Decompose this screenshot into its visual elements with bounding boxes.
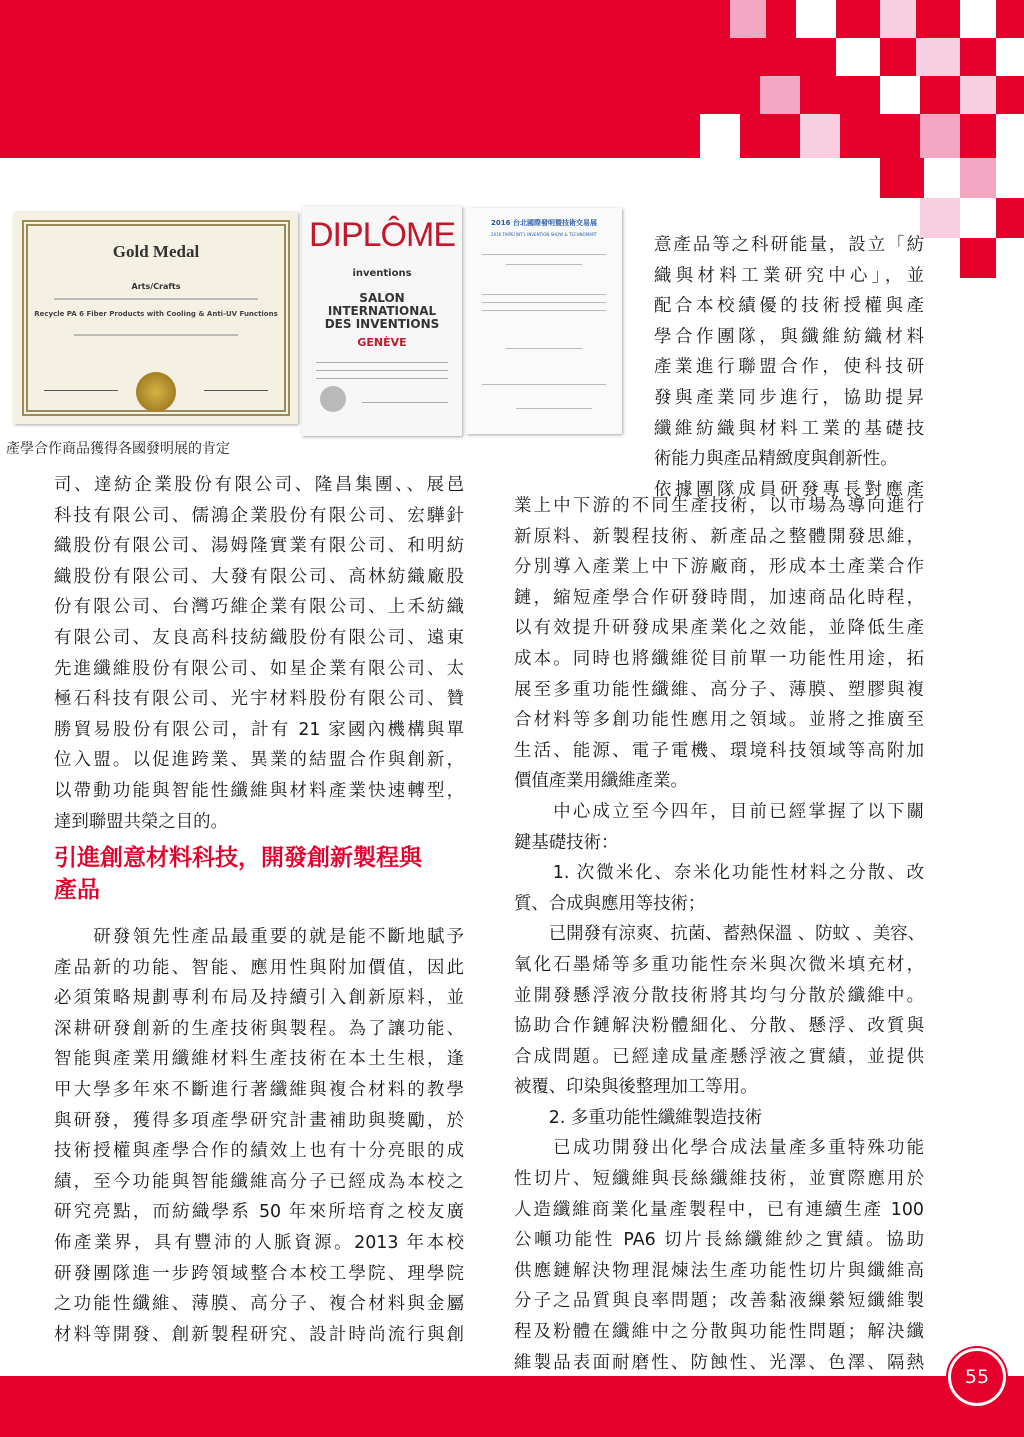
text-line: 份有限公司、台灣巧維企業有限公司、上禾紡織 [54, 597, 464, 618]
header-band [0, 0, 1024, 158]
text-line: 織與材料工業研究中心」，並 [654, 265, 924, 286]
text-line: 與研發，獲得多項產學研究計畫補助與獎勵，於 [54, 1110, 464, 1131]
text-line: 極石科技有限公司、光宇材料股份有限公司、贊 [54, 689, 464, 710]
text-line: 發與產業同步進行，協助提昇 [654, 387, 924, 408]
left-column-para2 [54, 922, 464, 1350]
diploma-salon: SALON INTERNATIONAL DES INVENTIONS [324, 291, 440, 331]
text-line: 織股份有限公司、大發有限公司、高林紡織廠股 [54, 566, 464, 587]
text-line: 必須策略規劃專利布局及持續引入創新原料，並 [54, 988, 464, 1009]
section-heading: 引進創意材料科技，開發創新製程與 產品 [54, 845, 422, 903]
page-number: 55 [948, 1348, 1006, 1406]
text-line: 達到聯盟共榮之目的。 [54, 811, 228, 832]
right-column-top [654, 230, 924, 505]
diploma-city: GENÈVE [357, 336, 407, 349]
text-line: 已開發有涼爽、抗菌、蓄熱保溫 、防蚊 、美容、 [514, 924, 926, 945]
gold-medal-certificate [14, 212, 298, 424]
text-line: 價值產業用纖維產業。 [514, 771, 688, 792]
text-line: 勝貿易股份有限公司，計有 21 家國內機構與單 [54, 719, 464, 740]
footer-band [0, 1376, 1024, 1437]
cert3-subtitle: 2016 TAIPEI INT'L INVENTION SHOW & TECHNOMART [491, 232, 597, 237]
text-line: 性切片、短纖維與長絲纖維技術，並實際應用於 [514, 1169, 924, 1190]
text-line: 氧化石墨烯等多重功能性奈米與次微米填充材， [514, 954, 924, 975]
text-line: 技術授權與產學合作的績效上也有十分亮眼的成 [54, 1141, 464, 1162]
text-line: 成本。同時也將纖維從目前單一功能性用途，拓 [514, 648, 924, 669]
text-line: 深耕研發創新的生產技術與製程。為了讓功能、 [54, 1018, 464, 1039]
text-line: 已成功開發出化學合成法量產多重特殊功能 [514, 1138, 924, 1159]
text-line: 1. 次微米化、奈米化功能性材料之分散、改 [514, 863, 924, 884]
text-line: 新原料、新製程技術、新產品之整體開發思維， [514, 526, 924, 547]
text-line: 維製品表面耐磨性、防蝕性、光澤、色澤、隔熱 [514, 1352, 924, 1373]
text-line: 2. 多重功能性纖維製造技術 [514, 1107, 763, 1128]
left-column [54, 470, 464, 837]
figure-caption: 產學合作商品獲得各國發明展的肯定 [6, 441, 230, 457]
text-line: 意產品等之科研能量，設立「紡 [654, 235, 924, 255]
cert-title: Gold Medal [112, 242, 200, 261]
text-line: 質、合成與應用等技術； [514, 893, 706, 914]
text-line: 研發團隊進一步跨領域整合本校工學院、理學院 [54, 1263, 464, 1284]
text-line: 織股份有限公司、湯姆隆實業有限公司、和明紡 [54, 536, 464, 557]
diploma-brand: inventions [352, 268, 412, 279]
text-line: 程及粉體在纖維中之分散與功能性問題；解決纖 [514, 1322, 924, 1343]
text-line: 協助合作鏈解決粉體細化、分散、懸浮、改質與 [514, 1016, 924, 1037]
gold-seal-icon [136, 372, 176, 412]
diploma-title: DIPLÔME [308, 216, 456, 254]
text-line: 研究亮點，而紡織學系 50 年來所培育之校友廣 [54, 1202, 464, 1223]
text-line: 學合作團隊，與纖維紡織材料 [654, 326, 924, 347]
text-line: 合材料等多創功能性應用之領域。並將之推廣至 [514, 710, 924, 731]
cert-subtitle: Recycle PA 6 Fiber Products with Cooling & Anti-UV Functions [34, 310, 278, 318]
text-line: 分別導入產業上中下游廠商，形成本土產業合作 [514, 557, 924, 578]
right-column [514, 491, 924, 1378]
text-line: 供應鏈解決物理混煉法生產功能性切片與纖維高 [514, 1260, 924, 1281]
text-line: 鍵基礎技術： [514, 832, 619, 853]
text-line: 司、達紡企業股份有限公司、隆昌集團、、展邑 [54, 475, 464, 495]
text-line: 鏈，縮短產學合作研發時間，加速商品化時程， [514, 587, 924, 608]
text-line: 智能與產業用纖維材料生產技術在本土生根，逢 [54, 1049, 464, 1070]
text-line: 位入盟。以促進跨業、異業的結盟合作與創新， [54, 750, 464, 771]
text-line: 以帶動功能與智能性纖維與材料產業快速轉型， [54, 780, 464, 801]
medal-icon [320, 386, 346, 412]
text-line: 業上中下游的不同生產技術，以市場為導向進行 [514, 496, 924, 516]
text-line: 人造纖維商業化量產製程中，已有連續生產 100 [514, 1199, 924, 1220]
text-line: 科技有限公司、儒鴻企業股份有限公司、宏驊針 [54, 505, 464, 526]
text-line: 術能力與產品精緻度與創新性。 [654, 449, 898, 470]
text-line: 有限公司、友良高科技紡織股份有限公司、遠東 [54, 627, 464, 648]
text-line: 研發領先性產品最重要的就是能不斷地賦予 [54, 927, 464, 947]
text-line: 先進纖維股份有限公司、如星企業有限公司、太 [54, 658, 464, 679]
text-line: 材料等開發、創新製程研究、設計時尚流行與創 [54, 1324, 464, 1345]
text-line: 纖維紡織與材料工業的基礎技 [654, 418, 924, 439]
text-line: 產業進行聯盟合作，使科技研 [654, 357, 924, 378]
taipei-invention-certificate [466, 208, 622, 434]
text-line: 中心成立至今四年，目前已經掌握了以下關 [514, 801, 924, 822]
text-line: 甲大學多年來不斷進行著纖維與複合材料的教學 [54, 1079, 464, 1100]
cert-label: Arts/Crafts [131, 282, 181, 291]
cert3-title: 2016 台北國際發明暨技術交易展 [491, 219, 597, 227]
text-line: 分子之品質與良率問題；改善黏液繅縈短纖維製 [514, 1291, 924, 1312]
text-line: 之功能性纖維、薄膜、高分子、複合材料與金屬 [54, 1294, 464, 1315]
text-line: 以有效提升研發成果產業化之效能，並降低生產 [514, 618, 924, 639]
text-line: 合成問題。已經達成量產懸浮液之實績，並提供 [514, 1046, 924, 1067]
text-line: 佈產業界，具有豐沛的人脈資源。2013 年本校 [54, 1232, 464, 1253]
geneva-diploma [302, 206, 462, 436]
text-line: 產品新的功能、智能、應用性與附加價值，因此 [54, 957, 464, 978]
text-line: 配合本校績優的技術授權與產 [654, 296, 924, 317]
text-line: 被覆、印染與後整理加工等用。 [514, 1077, 758, 1098]
text-line: 生活、能源、電子電機、環境科技領域等高附加 [514, 740, 924, 761]
text-line: 展至多重功能性纖維、高分子、薄膜、塑膠與複 [514, 679, 924, 700]
text-line: 績，至今功能與智能纖維高分子已經成為本校之 [54, 1171, 464, 1192]
text-line: 依據團隊成員研發專長對應產 [654, 479, 924, 500]
text-line: 公噸功能性 PA6 切片長絲纖維紗之實績。協助 [514, 1230, 924, 1251]
text-line: 並開發懸浮液分散技術將其均勻分散於纖維中。 [514, 985, 924, 1006]
